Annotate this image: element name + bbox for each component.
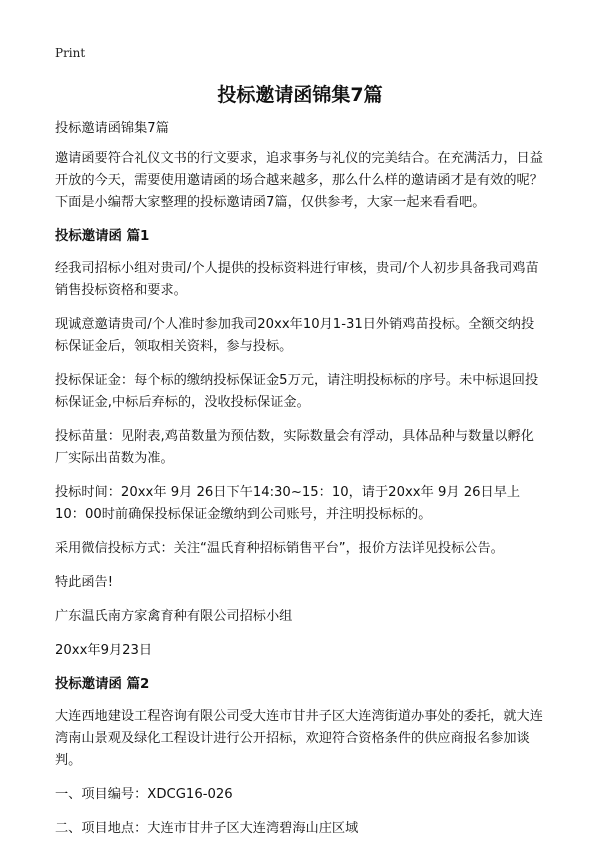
signature-line: 广东温氏南方家禽育种有限公司招标小组 bbox=[55, 609, 293, 624]
date-line: 20xx年9月23日 bbox=[55, 643, 153, 658]
paragraph: 现诚意邀请贵司/个人准时参加我司20xx年10月1-31日外销鸡苗投标。全额交纳投标保证金后，领取相关资料，参与投标。 bbox=[55, 317, 535, 354]
section-heading: 投标邀请函 篇2 bbox=[55, 677, 150, 692]
print-link[interactable]: Print bbox=[55, 46, 86, 60]
section-heading: 投标邀请函 篇1 bbox=[55, 229, 150, 244]
document-title: 投标邀请函锦集7篇 bbox=[217, 84, 383, 106]
document-subtitle: 投标邀请函锦集7篇 bbox=[55, 121, 169, 136]
paragraph: 一、项目编号：XDCG16-026 bbox=[55, 787, 233, 802]
paragraph: 投标苗量：见附表,鸡苗数量为预估数，实际数量会有浮动，具体品种与数量以孵化厂实际出苗数为准。 bbox=[55, 429, 534, 466]
paragraph: 投标保证金：每个标的缴纳投标保证金5万元，请注明投标标的序号。未中标退回投标保证金,中标后弃标的，没收投标保证金。 bbox=[55, 373, 539, 410]
paragraph: 大连西地建设工程咨询有限公司受大连市甘井子区大连湾街道办事处的委托，就大连湾南山景观及绿化工程设计进行公开招标，欢迎符合资格条件的供应商报名参加谈判。 bbox=[55, 709, 543, 768]
document-body bbox=[55, 118, 547, 852]
intro-paragraph: 邀请函要符合礼仪文书的行文要求，追求事务与礼仪的完美结合。在充满活力，日益开放的今天，需要使用邀请函的场合越来越多，那么什么样的邀请函才是有效的呢？下面是小编帮大家整理的投标邀请函7篇，仅供参考，大家一起来看看吧。 bbox=[55, 151, 543, 210]
paragraph: 采用微信投标方式：关注“温氏育种招标销售平台”，报价方法详见投标公告。 bbox=[55, 541, 504, 556]
paragraph: 特此函告! bbox=[55, 575, 114, 590]
paragraph: 投标时间：20xx年 9月 26日下午14:30~15：10，请于20xx年 9月 26日早上10：00时前确保投标保证金缴纳到公司账号，并注明投标标的。 bbox=[55, 485, 521, 522]
paragraph: 二、项目地点：大连市甘井子区大连湾碧海山庄区域 bbox=[55, 821, 359, 836]
paragraph: 经我司招标小组对贵司/个人提供的投标资料进行审核，贵司/个人初步具备我司鸡苗销售投标资格和要求。 bbox=[55, 261, 539, 298]
